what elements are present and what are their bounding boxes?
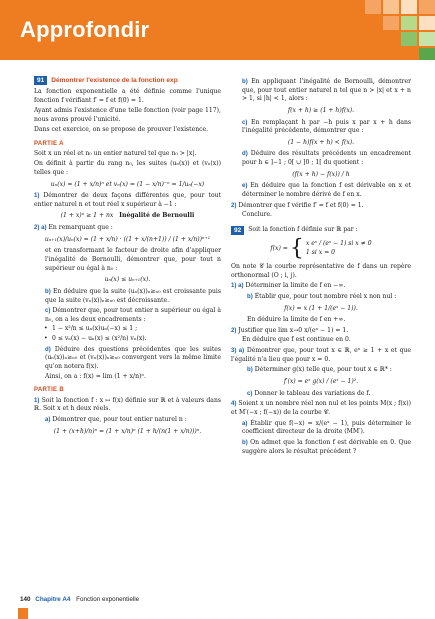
exercise-number-badge: 91 (34, 76, 47, 85)
part-b-label: PARTIE B (34, 387, 64, 394)
result-formula: (1 − h)f(x + h) < f(x). (287, 138, 355, 146)
exercise-title: Démontrer l'existence de la fonction exp (51, 77, 178, 84)
question-text: Soit la fonction f : x ↦ f(x) définie sur ℝ et à valeurs dans ℝ. Soit x et h deux réels. (34, 396, 221, 413)
question-b1d: d) Déduire des résultats précédents un encadrement pour h ∈ ]−1 ; 0[ ∪ ]0 ; 1[ du quotient : (242, 150, 411, 167)
question-text: Démontrer que f vérifie f′ = f et f(0) = 1. (238, 201, 364, 209)
question-text: En appliquant l'inégalité de Bernoulli, démontrer que, pour tout entier naturel n tel que n > |x| et x + n > 1, si |h| < 1, alors : (242, 78, 411, 103)
exercise-91-header (34, 76, 221, 85)
right-column (231, 76, 411, 457)
question-92-3b: b) Déterminer g(x) telle que, pour tout x ∈ ℝ* : (247, 366, 392, 374)
question-92-3c: c) Donner le tableau des variations de f. (247, 389, 371, 397)
identity-formula: (1 + (x+h)/n)ⁿ = (1 + x/n)ⁿ (1 + h/(n(1 + x/n)))ⁿ. (53, 427, 202, 435)
result-formula: f(x) = x (1 + 1/(eˣ − 1)). (284, 304, 358, 312)
question-text: En déduire que la fonction f est dérivable en x et déterminer le nombre dérivé de f en x. (242, 182, 412, 199)
question-b1a: a) Démontrer que, pour tout entier naturel n : (45, 416, 187, 424)
question-text: Donner le tableau des variations de f. (254, 389, 371, 397)
chapter-label: Chapitre A4 (35, 596, 71, 603)
question-b1c: c) En remplaçant h par −h puis x par x + h dans l'inégalité précédente, démontrer que : (242, 118, 412, 135)
question-b1e: e) En déduire que la fonction f est dérivable en x et déterminer le nombre dérivé de f en x. (242, 182, 412, 199)
result-formula: uₙ(x) ≤ uₙ₊₁(x). (104, 276, 151, 284)
bullet-item: • 1 − x²/n ≤ uₙ(x)uₙ(−x) ≤ 1 ; (34, 325, 221, 334)
left-column (34, 76, 221, 439)
exercise-intro: Soit la fonction f définie sur ℝ par : (248, 226, 358, 234)
intro-line: Dans cet exercice, on se propose de prouver l'existence. (34, 125, 209, 133)
question-2d: d) Déduire des questions précédentes que les suites (uₙ(x))ₙ≥ₙ₀ et (vₙ(x))ₙ≥ₙ₀ convergent vers la même limite qu'on notera f(x). (45, 345, 222, 371)
question-text: En déduire que la suite (uₙ(x))ₙ≥ₙ₀ est croissante puis que la suite (vₙ(x))ₙ≥ₙ₀ est décroissante. (45, 287, 222, 304)
paragraph: Ainsi, on a : f(x) = lim (1 + x/n)ⁿ. (45, 372, 146, 380)
question-text: Établir que f(−x) = x/(eˣ − 1), puis déterminer le coefficient directeur de la droite (MM′). (242, 419, 411, 436)
question-b2: 2) Démontrer que f vérifie f′ = f et f(0) = 1. (231, 201, 364, 209)
question-92-4: 4) Soient x un nombre réel non nul et les points M(x ; f(x)) et M′(−x ; f(−x)) de la courbe 𝒞. (231, 400, 411, 416)
question-text: Déterminer la limite de f en −∞. (245, 282, 346, 290)
exercise-92-header (231, 226, 411, 235)
question-92-4a: a) Établir que f(−x) = x/(eˣ − 1), puis déterminer le coefficient directeur de la droite (MM′). (242, 419, 411, 436)
piecewise-definition: f(x) = { x eˣ / (eˣ − 1) si x ≠ 0 1 si x = 0 (270, 235, 372, 261)
question-text: Déduire des résultats précédents un encadrement pour h ∈ ]−1 ; 0[ ∪ ]0 ; 1[ du quotient : (242, 150, 411, 167)
question-92-1b: b) Établir que, pour tout nombre réel x non nul : (247, 292, 397, 300)
ratio-formula: uₙ₊₁(x)/uₙ(x) = (1 + x/n) · ((1 + x/(n+1)) / (1 + x/n))ⁿ⁺¹ (44, 235, 211, 243)
sequence-definition: uₙ(x) = (1 + x/n)ⁿ et vₙ(x) = (1 − x/n)⁻ⁿ = 1/uₙ(−x) (50, 180, 205, 188)
paragraph: On note 𝒞 la courbe représentative de f dans un repère orthonormal (O ; i, j). (231, 262, 411, 279)
question-text: En remarquant que : (48, 224, 113, 232)
chapter-title: Fonction exponentielle (76, 596, 140, 603)
question-text: On admet que la fonction f est dérivable en 0. Que suggère alors le résultat précédent ? (242, 438, 411, 455)
question-92-1a: 1) a) Déterminer la limite de f en −∞. (231, 282, 346, 290)
paragraph: Conclure. (242, 211, 272, 219)
page-footer (20, 596, 139, 605)
question-text: Justifier que lim x→0 x/(eˣ − 1) = 1. (238, 326, 349, 334)
quotient-formula: (f(x + h) − f(x)) / h (292, 170, 350, 178)
question-text: En remplaçant h par −h puis x par x + h dans l'inégalité précédente, démontrer que : (242, 118, 412, 135)
page-title: Approfondir (20, 17, 150, 42)
question-92-3a: 3) a) Démontrer que, pour tout x ∈ ℝ, eˣ ≥ 1 + x et que l'égalité n'a lieu que pour x = 0. (231, 347, 412, 363)
question-text: Démontrer que, pour tout entier naturel n : (52, 416, 187, 424)
bullet-item: • 0 ≤ vₙ(x) − uₙ(x) ≤ (x²/n) vₙ(x). (34, 335, 221, 344)
question-text: Établir que, pour tout nombre réel x non nul : (254, 292, 397, 300)
case-bottom: 1 si x = 0 (305, 248, 336, 256)
question-text: Déduire des questions précédentes que les suites (uₙ(x))ₙ≥ₙ₀ et (vₙ(x))ₙ≥ₙ₀ convergent vers la même limite qu'on notera f(x). (45, 345, 222, 371)
question-text: Démontrer que, pour tout entier n supérieur ou égal à n₀, on a les deux encadrements : (45, 307, 222, 323)
question-text: Démontrer que, pour tout x ∈ ℝ, eˣ ≥ 1 + x et que l'égalité n'a lieu que pour x = 0. (231, 347, 412, 363)
question-b1b: b) En appliquant l'inégalité de Bernoulli, démontrer que, pour tout entier naturel n tel que n > |x| et x + n > 1, si |h| < 1, alors : (242, 78, 411, 103)
question-2c: c) Démontrer que, pour tout entier n supérieur ou égal à n₀, on a les deux encadrements : (45, 307, 222, 323)
question-text: Démontrer de deux façons différentes que, pour tout entier naturel n et tout réel x supérieur à −1 : (34, 192, 221, 208)
question-2b: b) En déduire que la suite (uₙ(x))ₙ≥ₙ₀ est croissante puis que la suite (vₙ(x))ₙ≥ₙ₀ est décroissante. (45, 287, 222, 304)
page-number: 140 (20, 596, 31, 603)
paragraph: Soit x un réel et n₀ un entier naturel tel que n₀ > |x|. (34, 150, 197, 158)
intro-line: La fonction exponentielle a été définie comme l'unique fonction f vérifiant f′ = f et f(0) = 1. (34, 88, 221, 104)
intro-line: Ayant admis l'existence d'une telle fonction (voir page 117), nous avons prouvé l'unicité. (34, 107, 221, 123)
result-formula: f(x + h) ≥ (1 + h)f(x). (287, 106, 355, 114)
footer-accent-bar (18, 608, 28, 619)
question-b1: 1) Soit la fonction f : x ↦ f(x) définie sur ℝ et à valeurs dans ℝ. Soit x et h deux réels. (34, 396, 221, 413)
derivative-formula: f′(x) = eˣ g(x) / (eˣ − 1)². (283, 378, 359, 386)
formula-text: (1 + x)ⁿ ≥ 1 + nx (60, 212, 114, 220)
formula-label: Inégalité de Bernoulli (119, 212, 195, 220)
bernoulli-formula (34, 212, 221, 221)
exercise-number-badge: 92 (231, 226, 244, 235)
question-1: 1) Démontrer de deux façons différentes que, pour tout entier naturel n et tout réel x supérieur à −1 : (34, 192, 221, 208)
part-a-label: PARTIE A (34, 140, 64, 147)
question-92-2: 2) Justifier que lim x→0 x/(eˣ − 1) = 1. (231, 326, 349, 334)
paragraph: En déduire la limite de f en +∞. (247, 316, 346, 324)
paragraph: On définit à partir du rang n₀, les suites (uₙ(x)) et (vₙ(x)) telles que : (34, 160, 221, 176)
question-text: Soient x un nombre réel non nul et les points M(x ; f(x)) et M′(−x ; f(−x)) de la courbe 𝒞. (231, 400, 411, 416)
paragraph: et en transformant le facteur de droite afin d'appliquer l'inégalité de Bernoulli, démontrer que, pour tout n supérieur ou égal à n₀ : (45, 247, 221, 272)
header-banner (0, 0, 435, 60)
decorative-squares (305, 0, 435, 60)
question-92-4b: b) On admet que la fonction f est dérivable en 0. Que suggère alors le résultat précédent ? (242, 438, 411, 455)
paragraph: En déduire que f est continue en 0. (242, 336, 351, 344)
question-2a: 2) a) En remarquant que : (34, 224, 113, 232)
question-text: Déterminer g(x) telle que, pour tout x ∈ ℝ* : (254, 366, 392, 374)
case-top: x eˣ / (eˣ − 1) si x ≠ 0 (305, 240, 372, 248)
